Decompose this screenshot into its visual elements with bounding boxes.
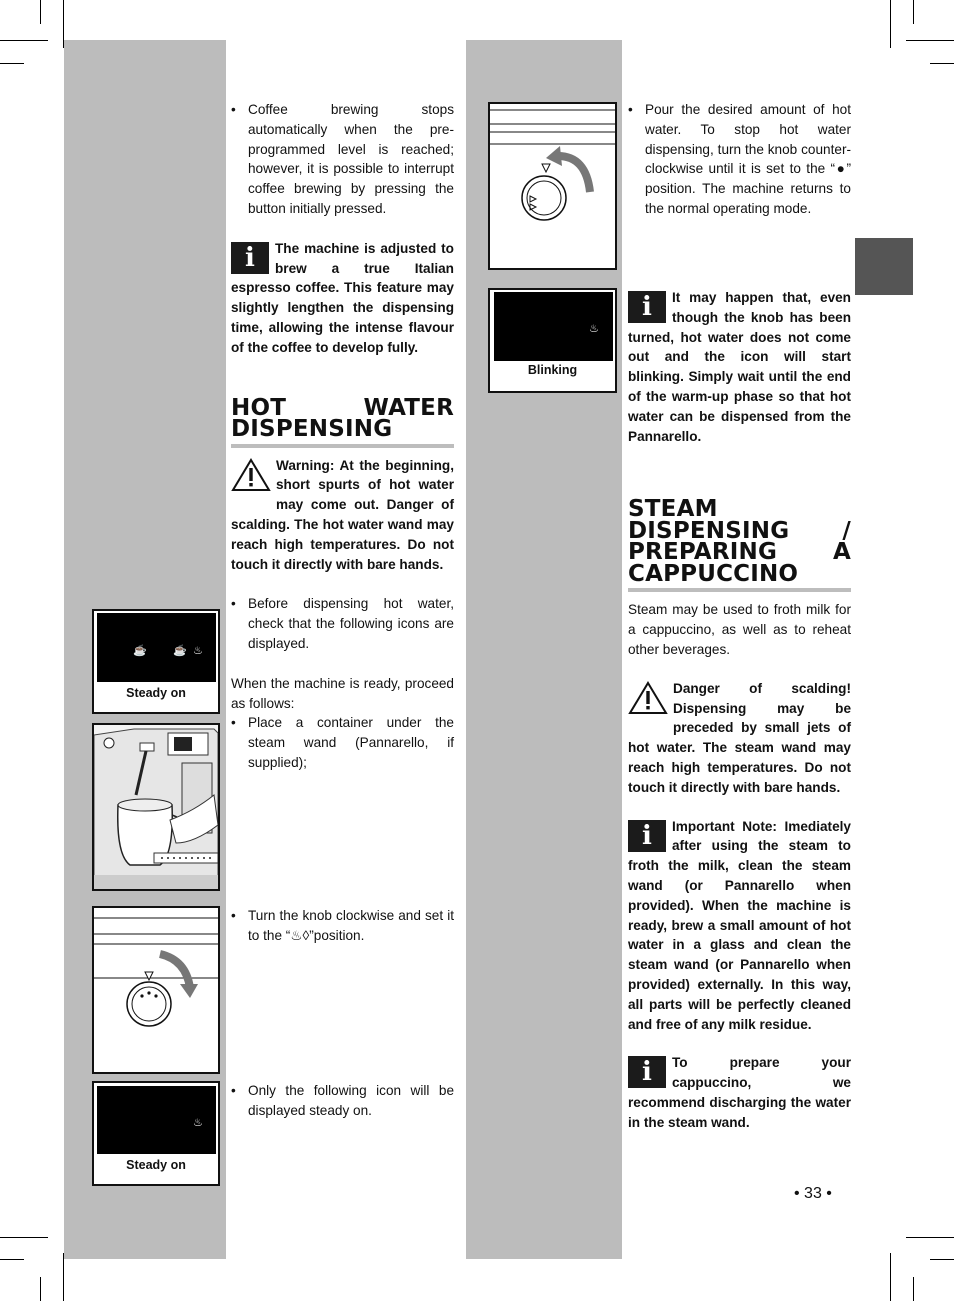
bullet-turn-knob: [231, 906, 454, 946]
crop-mark: [0, 40, 48, 41]
section-tab: [855, 238, 913, 295]
page-number: • 33 •: [794, 1185, 832, 1202]
info-note-text: Important Note: Imediately after using the steam to froth the milk, clean the steam wand (or Pannarello when provided). When the machine is ready, brew a small amount of hot water in a glass and clean the steam wand (or Pannarello when provided) externally. In this way, all parts will be perfectly cleaned and free of any milk residue.: [628, 818, 851, 1032]
crop-mark: [63, 1253, 64, 1301]
info-icon: i: [231, 242, 269, 274]
crop-mark: [0, 1237, 48, 1238]
warning-text: Warning: At the beginning, short spurts of hot water may come out. Danger of scalding. The hot water wand may reach high temperatures. Do not touch it directly with bare hands.: [231, 457, 454, 572]
knob-counterclockwise-drawing: [490, 104, 615, 268]
heading-steam: STEAM DISPENSING / PREPARING A CAPPUCCINO: [628, 499, 851, 592]
bullet-check-icons: • Before dispensing hot water, check that the following icons are displayed.: [231, 594, 454, 653]
figure-caption: Steady on: [126, 686, 186, 700]
crop-mark: [930, 63, 954, 64]
info-icon: i: [628, 1056, 666, 1088]
cup-icon: ☕: [133, 645, 147, 657]
warning-text: Danger of scalding! Dispensing may be preceded by small jets of hot water. The steam wand may reach high temperatures. Do not touch it directly with bare hands.: [628, 680, 851, 795]
para-machine-ready: When the machine is ready, proceed as follows:: [231, 675, 454, 711]
heading-hot-water: HOT WATER DISPENSING: [231, 398, 454, 448]
turn-knob-text-b: ”position.: [309, 927, 365, 943]
warning-hot-water: [231, 456, 454, 575]
info-note-text: It may happen that, even though the knob has been turned, hot water does not come out and the icon will start blinking. Simply wait until the end of the warm-up phase so that hot water can be dispensed from the Pannarello.: [628, 290, 851, 444]
info-note-knob: [628, 288, 851, 446]
info-icon: i: [628, 291, 666, 323]
display-screen: [97, 613, 216, 682]
right-text-column: [628, 288, 851, 1133]
display-figure-steady: [92, 609, 220, 714]
steam-position-icon: ♨◊: [290, 927, 310, 943]
knob-clockwise-drawing: [94, 908, 218, 1072]
crop-mark: [40, 0, 41, 24]
bullet-stop-brewing: • Coffee brewing stops automatically when the pre-programmed level is reached; however, it is possible to interrupt coffee brewing by pressing the button initially pressed.: [231, 100, 454, 219]
machine-illustration: [92, 723, 220, 891]
crop-mark: [913, 1277, 914, 1301]
warning-icon: [628, 681, 668, 715]
warning-icon: [231, 458, 271, 492]
machine-with-pitcher-drawing: [94, 725, 218, 889]
hot-water-icon: ♨: [193, 645, 203, 657]
bullet-place-container: • Place a container under the steam wand (Pannarello, if supplied);: [231, 713, 454, 772]
bullet-pour-water: [628, 100, 851, 219]
crop-mark: [906, 1237, 954, 1238]
info-note-cappuccino: [628, 1053, 851, 1132]
pour-text-a: Pour the desired amount of hot water. To stop hot water dispensing, turn the knob counter-clockwise until it is set to the “: [645, 102, 851, 177]
hot-water-icon: ♨: [193, 1117, 203, 1129]
bullet-only-icon: • Only the following icon will be displayed steady on.: [231, 1081, 454, 1121]
crop-mark: [0, 1259, 24, 1260]
off-position-icon: ●: [835, 161, 847, 177]
info-note-italian: [231, 239, 454, 358]
crop-mark: [930, 1259, 954, 1260]
warning-steam: [628, 679, 851, 798]
display-screen: [494, 292, 613, 361]
cup-icon: ☕: [173, 645, 187, 657]
display-screen: [97, 1086, 216, 1154]
left-text-column: [231, 100, 454, 773]
turn-knob-text-a: Turn the knob clockwise and set it to the “: [248, 908, 454, 943]
info-note-text: The machine is adjusted to brew a true Italian espresso coffee. This feature may slightly lengthen the dispensing time, allowing the intense flavour of the coffee to develop fully.: [231, 240, 454, 355]
crop-mark: [906, 40, 954, 41]
crop-mark: [40, 1277, 41, 1301]
right-text-top: [628, 100, 851, 219]
info-note-clean: [628, 817, 851, 1035]
knob-figure-counterclockwise: [488, 102, 617, 270]
para-steam: Steam may be used to froth milk for a cappuccino, as well as to reheat other beverages.: [628, 602, 851, 657]
figure-caption: Blinking: [527, 363, 578, 377]
crop-mark: [0, 63, 24, 64]
figure-caption: Steady on: [126, 1158, 186, 1172]
crop-mark: [890, 1253, 891, 1301]
knob-figure-clockwise: [92, 906, 220, 1074]
display-figure-steady-2: [92, 1081, 220, 1186]
crop-mark: [913, 0, 914, 24]
display-figure-blinking: [488, 288, 617, 393]
crop-mark: [890, 0, 891, 48]
hot-water-icon: ♨: [589, 323, 599, 335]
pour-text-b: ” position. The machine returns to the normal operating mode.: [645, 161, 851, 216]
left-text-knob: [231, 906, 454, 946]
left-text-icon: [231, 1081, 454, 1121]
info-icon: i: [628, 820, 666, 852]
info-note-text: To prepare your cappuccino, we recommend discharging the water in the steam wand.: [628, 1055, 851, 1130]
